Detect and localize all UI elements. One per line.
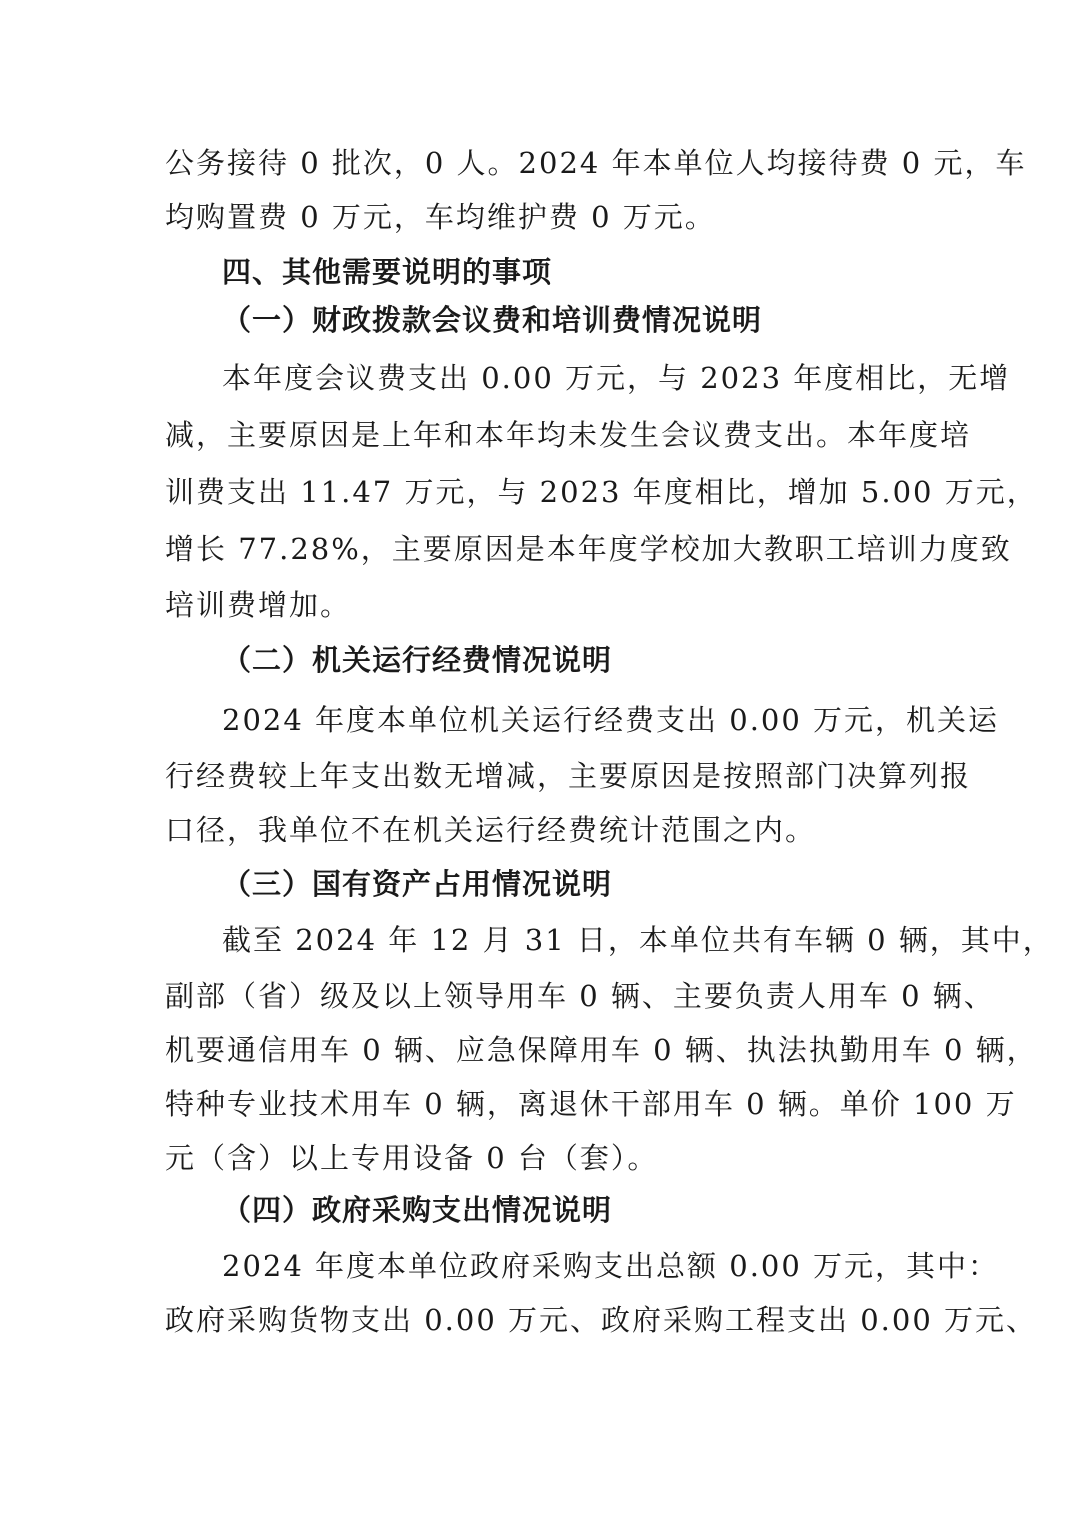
paragraph-line: 公务接待 0 批次，0 人。2024 年本单位人均接待费 0 元，车 [165, 146, 1027, 180]
paragraph-line: 副部（省）级及以上领导用车 0 辆、主要负责人用车 0 辆、 [165, 979, 995, 1013]
paragraph-line: 培训费增加。 [165, 588, 352, 622]
paragraph-line: 2024 年度本单位政府采购支出总额 0.00 万元，其中： [222, 1249, 1000, 1283]
paragraph-line: 机要通信用车 0 辆、应急保障用车 0 辆、执法执勤用车 0 辆， [165, 1033, 1038, 1067]
subsection-heading: （一）财政拨款会议费和培训费情况说明 [222, 303, 763, 337]
paragraph-line: 元（含）以上专用设备 0 台（套）。 [165, 1141, 659, 1175]
subsection-heading: （二）机关运行经费情况说明 [222, 643, 613, 677]
subsection-heading: （四）政府采购支出情况说明 [222, 1193, 613, 1227]
paragraph-line: 口径，我单位不在机关运行经费统计范围之内。 [165, 813, 817, 847]
paragraph-line: 本年度会议费支出 0.00 万元，与 2023 年度相比，无增 [222, 361, 1011, 395]
paragraph-line: 增长 77.28%，主要原因是本年度学校加大教职工培训力度致 [165, 532, 1012, 566]
paragraph-line: 政府采购货物支出 0.00 万元、政府采购工程支出 0.00 万元、 [165, 1303, 1038, 1337]
paragraph-line: 截至 2024 年 12 月 31 日，本单位共有车辆 0 辆，其中， [222, 923, 1054, 957]
paragraph-line: 训费支出 11.47 万元，与 2023 年度相比，增加 5.00 万元， [165, 475, 1038, 509]
paragraph-line: 行经费较上年支出数无增减，主要原因是按照部门决算列报 [165, 759, 972, 793]
paragraph-line: 均购置费 0 万元，车均维护费 0 万元。 [165, 200, 716, 234]
paragraph-line: 特种专业技术用车 0 辆，离退休干部用车 0 辆。单价 100 万 [165, 1087, 1017, 1121]
subsection-heading: （三）国有资产占用情况说明 [222, 867, 613, 901]
paragraph-line: 减，主要原因是上年和本年均未发生会议费支出。本年度培 [165, 418, 972, 452]
section-heading: 四、其他需要说明的事项 [222, 255, 553, 289]
paragraph-line: 2024 年度本单位机关运行经费支出 0.00 万元，机关运 [222, 703, 1000, 737]
